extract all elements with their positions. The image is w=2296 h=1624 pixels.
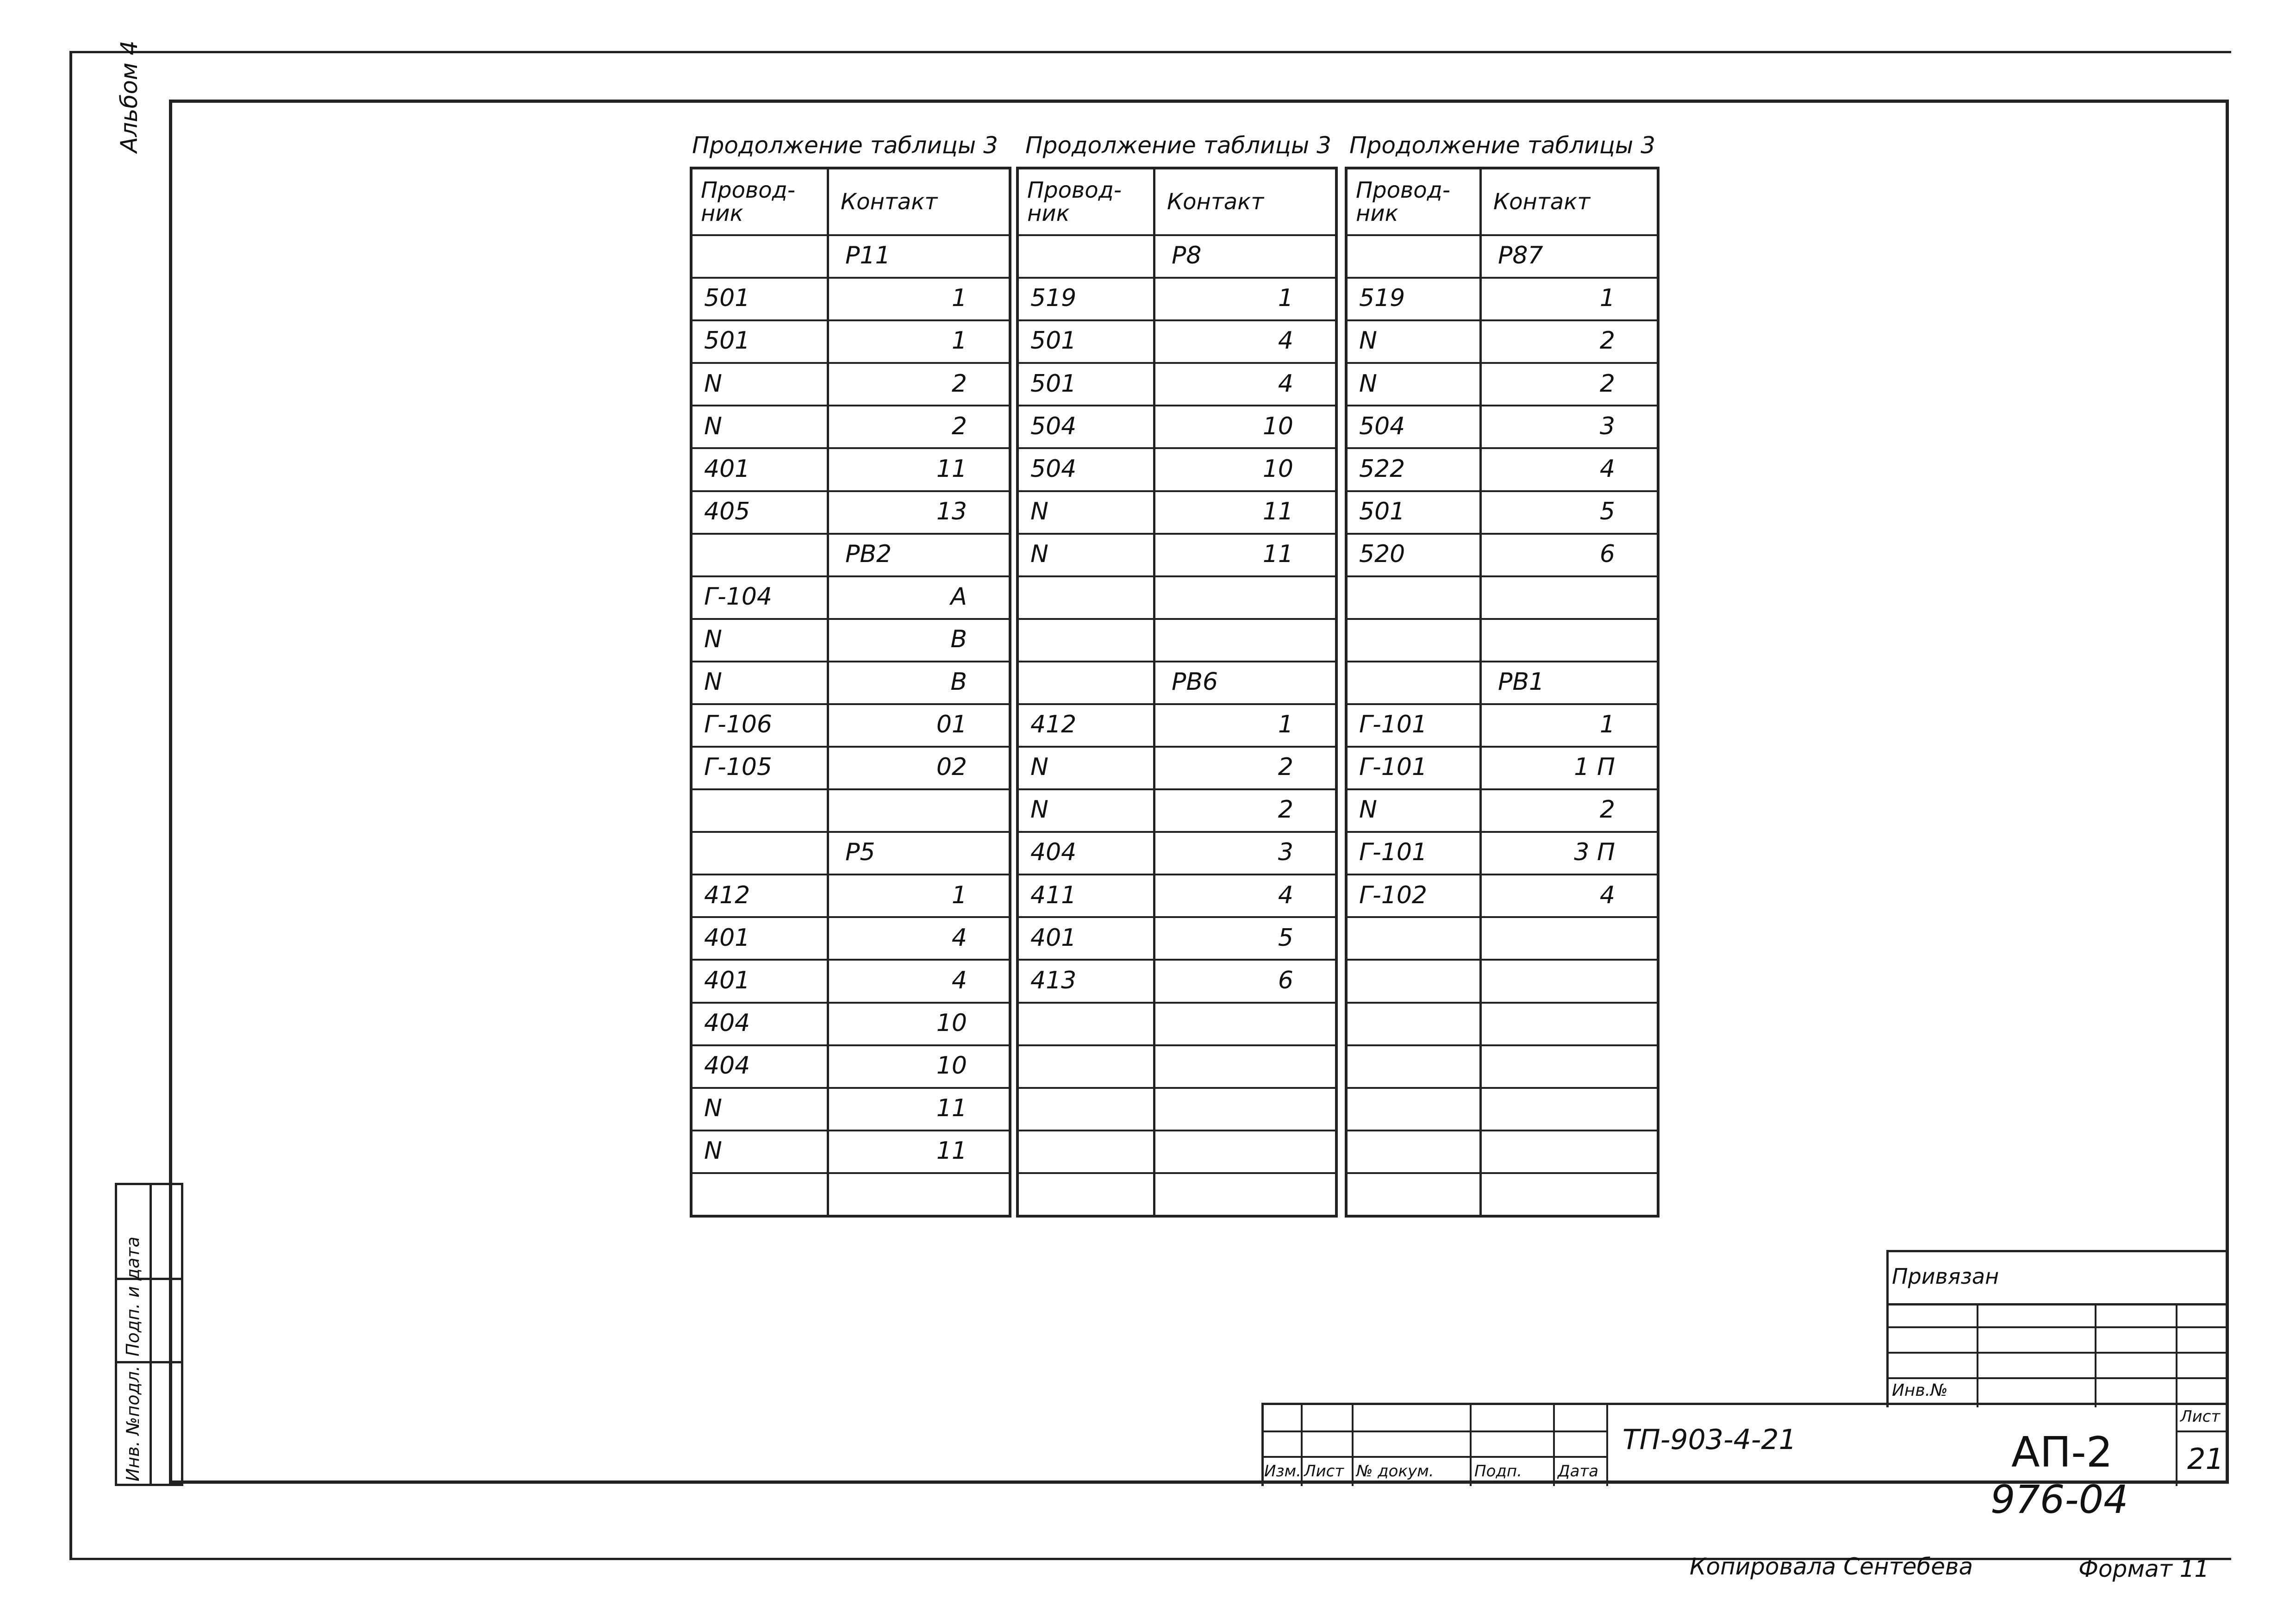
table-row — [1348, 1172, 1657, 1174]
cell-contact: 5 — [1278, 924, 1293, 952]
table-row — [1019, 703, 1335, 705]
cell-conductor: 504 — [1359, 412, 1405, 440]
column-divider — [827, 169, 829, 1215]
cell-contact: 4 — [1599, 881, 1615, 909]
column-divider — [1479, 169, 1482, 1215]
cell-contact: 10 — [936, 1051, 967, 1080]
table-row — [693, 1044, 1009, 1046]
cell-contact: А — [950, 582, 967, 611]
table-row — [1019, 362, 1335, 364]
cell-conductor: Г-105 — [704, 753, 772, 781]
table-row — [1348, 362, 1657, 364]
table-1 — [690, 167, 1011, 1218]
table-row — [1019, 1130, 1335, 1131]
cell-conductor: 504 — [1030, 412, 1077, 440]
table-row — [1348, 874, 1657, 875]
cell-contact: 2 — [1599, 369, 1615, 398]
table-row — [1348, 447, 1657, 449]
table-row — [1019, 1002, 1335, 1004]
table-row — [693, 277, 1009, 279]
table-row — [1019, 405, 1335, 406]
cell-conductor: 501 — [1359, 497, 1405, 525]
copied-by: Копировала Сентебева — [1690, 1553, 1973, 1580]
cell-contact: 11 — [936, 455, 967, 483]
table-row — [1348, 533, 1657, 535]
cell-conductor: N — [1030, 497, 1048, 525]
table-row — [1348, 234, 1657, 236]
cell-contact: 2 — [1278, 753, 1293, 781]
table-row — [1019, 959, 1335, 961]
table-row — [1348, 405, 1657, 406]
cell-conductor: 404 — [704, 1051, 750, 1080]
table-2-caption: Продолжение таблицы 3 — [1025, 132, 1331, 159]
cell-conductor: 401 — [704, 455, 750, 483]
cell-contact: 4 — [951, 924, 967, 952]
table-row — [1019, 575, 1335, 577]
cell-device: Р5 — [845, 838, 875, 867]
table-row — [1348, 746, 1657, 748]
cell-device: Р8 — [1172, 242, 1202, 270]
cell-conductor: Г-104 — [704, 582, 772, 611]
table-row — [1348, 959, 1657, 961]
project-code: ТП-903-4-21 — [1622, 1424, 1797, 1456]
cell-conductor: N — [704, 1094, 722, 1122]
cell-conductor: 401 — [704, 924, 750, 952]
cell-contact: 2 — [951, 412, 967, 440]
cell-device: РВ1 — [1498, 668, 1545, 696]
table-2 — [1016, 167, 1338, 1218]
table-row — [693, 959, 1009, 961]
cell-contact: 1 — [1278, 711, 1293, 739]
album-label: Альбом 4 — [116, 40, 143, 153]
table-row — [693, 703, 1009, 705]
table-row — [693, 362, 1009, 364]
table-row — [693, 874, 1009, 875]
cell-conductor: 412 — [1030, 711, 1077, 739]
cell-conductor: 519 — [1030, 284, 1077, 312]
cell-contact: 3 — [1278, 838, 1293, 867]
cell-conductor: 401 — [704, 966, 750, 994]
table-row — [1019, 661, 1335, 662]
table-row — [1019, 916, 1335, 918]
table-row — [693, 831, 1009, 833]
cell-contact: 10 — [1262, 455, 1293, 483]
cell-device: РВ6 — [1172, 668, 1218, 696]
table-row — [693, 618, 1009, 620]
cell-conductor: Г-101 — [1359, 753, 1427, 781]
table-row — [1019, 533, 1335, 535]
cell-contact: 4 — [1278, 327, 1293, 355]
cell-conductor: N — [704, 1137, 722, 1165]
col-doc: № докум. — [1356, 1462, 1434, 1480]
table-row — [693, 1172, 1009, 1174]
table-row — [1348, 831, 1657, 833]
table-row — [1019, 234, 1335, 236]
cell-conductor: 404 — [1030, 838, 1077, 867]
cell-conductor: N — [1359, 327, 1377, 355]
col-izm: Изм. — [1264, 1462, 1301, 1480]
cell-contact: 4 — [1278, 369, 1293, 398]
table-row — [693, 405, 1009, 406]
table-row — [1019, 1044, 1335, 1046]
left-stamp — [115, 1183, 183, 1486]
header-contact: Контакт — [1167, 189, 1264, 215]
cell-contact: 11 — [1262, 540, 1293, 568]
cell-conductor: N — [1359, 796, 1377, 824]
cell-device: РВ2 — [845, 540, 892, 568]
cell-contact: 4 — [951, 966, 967, 994]
table-row — [693, 916, 1009, 918]
table-row — [693, 234, 1009, 236]
table-row — [1019, 618, 1335, 620]
cell-contact: 4 — [1278, 881, 1293, 909]
cell-contact: 1 — [951, 881, 967, 909]
cell-conductor: N — [704, 625, 722, 654]
cell-conductor: 501 — [1030, 327, 1077, 355]
cell-conductor: 401 — [1030, 924, 1077, 952]
column-divider — [1153, 169, 1155, 1215]
cell-conductor: 412 — [704, 881, 750, 909]
table-row — [1348, 277, 1657, 279]
cell-contact: 4 — [1599, 455, 1615, 483]
cell-device: Р87 — [1498, 242, 1543, 270]
cell-contact: 10 — [936, 1009, 967, 1037]
cell-contact: 1 — [951, 284, 967, 312]
table-row — [693, 490, 1009, 492]
archive-number: 976-04 — [1990, 1477, 2128, 1522]
cell-conductor: 404 — [704, 1009, 750, 1037]
table-row — [693, 1002, 1009, 1004]
col-sign: Подп. — [1474, 1462, 1522, 1480]
cell-contact: 10 — [1262, 412, 1293, 440]
cell-contact: 1 — [1599, 711, 1615, 739]
cell-contact: 2 — [951, 369, 967, 398]
stamp-inv-label: Инв. №подл. — [123, 1365, 143, 1481]
table-row — [1019, 1172, 1335, 1174]
cell-conductor: 411 — [1030, 881, 1077, 909]
cell-contact: 2 — [1599, 327, 1615, 355]
cell-conductor: Г-102 — [1359, 881, 1427, 909]
cell-contact: 1 — [1599, 284, 1615, 312]
cell-conductor: Г-101 — [1359, 838, 1427, 867]
table-row — [1019, 1087, 1335, 1089]
table-row — [1348, 575, 1657, 577]
table-row — [1019, 831, 1335, 833]
col-list: Лист — [1304, 1462, 1344, 1480]
cell-contact: 11 — [936, 1137, 967, 1165]
cell-conductor: N — [704, 668, 722, 696]
cell-conductor: N — [1030, 796, 1048, 824]
cell-conductor: 413 — [1030, 966, 1077, 994]
cell-contact: 11 — [1262, 497, 1293, 525]
col-date: Дата — [1558, 1462, 1599, 1480]
table-row — [693, 319, 1009, 321]
cell-contact: 3 — [1599, 412, 1615, 440]
table-row — [693, 746, 1009, 748]
table-row — [693, 661, 1009, 662]
cell-contact: 6 — [1599, 540, 1615, 568]
cell-conductor: 520 — [1359, 540, 1405, 568]
cell-device: Р11 — [845, 242, 891, 270]
table-row — [693, 1087, 1009, 1089]
cell-conductor: N — [704, 369, 722, 398]
header-conductor: Провод-ник — [701, 177, 796, 227]
table-row — [1348, 661, 1657, 662]
stamp-sign-label: Подп. и дата — [123, 1237, 143, 1356]
cell-contact: 1 — [951, 327, 967, 355]
table-row — [693, 533, 1009, 535]
cell-contact: 01 — [936, 711, 967, 739]
cell-conductor: N — [1030, 753, 1048, 781]
privyazan-label: Привязан — [1892, 1264, 1999, 1289]
cell-contact: 11 — [936, 1094, 967, 1122]
header-contact: Контакт — [841, 189, 938, 215]
table-row — [1348, 490, 1657, 492]
cell-conductor: N — [1359, 369, 1377, 398]
table-row — [1348, 319, 1657, 321]
cell-conductor: 501 — [704, 284, 750, 312]
table-row — [693, 1130, 1009, 1131]
header-conductor: Провод-ник — [1027, 177, 1122, 227]
cell-contact: 2 — [1278, 796, 1293, 824]
cell-conductor: 405 — [704, 497, 750, 525]
format-label: Формат 11 — [2078, 1555, 2209, 1582]
table-3-caption: Продолжение таблицы 3 — [1349, 132, 1655, 159]
cell-contact: 5 — [1599, 497, 1615, 525]
cell-contact: 13 — [936, 497, 967, 525]
table-row — [693, 447, 1009, 449]
table-row — [1019, 277, 1335, 279]
cell-contact: В — [950, 625, 967, 654]
header-conductor: Провод-ник — [1356, 177, 1451, 227]
title-block — [1261, 1403, 2229, 1486]
cell-contact: 2 — [1599, 796, 1615, 824]
cell-contact: 1 — [1278, 284, 1293, 312]
cell-conductor: 519 — [1359, 284, 1405, 312]
cell-conductor: 501 — [704, 327, 750, 355]
sheet-label: Лист — [2180, 1407, 2221, 1426]
cell-conductor: Г-101 — [1359, 711, 1427, 739]
sheet-number: 21 — [2187, 1442, 2224, 1476]
cell-contact: 6 — [1278, 966, 1293, 994]
table-row — [1019, 319, 1335, 321]
cell-conductor: 501 — [1030, 369, 1077, 398]
header-contact: Контакт — [1493, 189, 1591, 215]
cell-contact: 02 — [936, 753, 967, 781]
table-row — [693, 788, 1009, 790]
table-row — [693, 575, 1009, 577]
table-row — [1348, 788, 1657, 790]
inv-no-label: Инв.№ — [1892, 1381, 1948, 1400]
table-3 — [1345, 167, 1660, 1218]
table-row — [1019, 447, 1335, 449]
cell-contact: 1 П — [1574, 753, 1615, 781]
table-1-caption: Продолжение таблицы 3 — [692, 132, 998, 159]
cell-conductor: 522 — [1359, 455, 1405, 483]
table-row — [1019, 746, 1335, 748]
table-row — [1019, 788, 1335, 790]
cell-conductor: 504 — [1030, 455, 1077, 483]
cell-contact: В — [950, 668, 967, 696]
cell-conductor: N — [1030, 540, 1048, 568]
table-row — [1348, 618, 1657, 620]
table-row — [1348, 1002, 1657, 1004]
table-row — [1348, 1044, 1657, 1046]
cell-conductor: Г-106 — [704, 711, 772, 739]
cell-contact: 3 П — [1574, 838, 1615, 867]
table-row — [1348, 1130, 1657, 1131]
table-row — [1348, 703, 1657, 705]
table-row — [1348, 916, 1657, 918]
sheet-code: АП-2 — [2011, 1428, 2113, 1477]
cell-conductor: N — [704, 412, 722, 440]
table-row — [1348, 1087, 1657, 1089]
table-row — [1019, 874, 1335, 875]
table-row — [1019, 490, 1335, 492]
